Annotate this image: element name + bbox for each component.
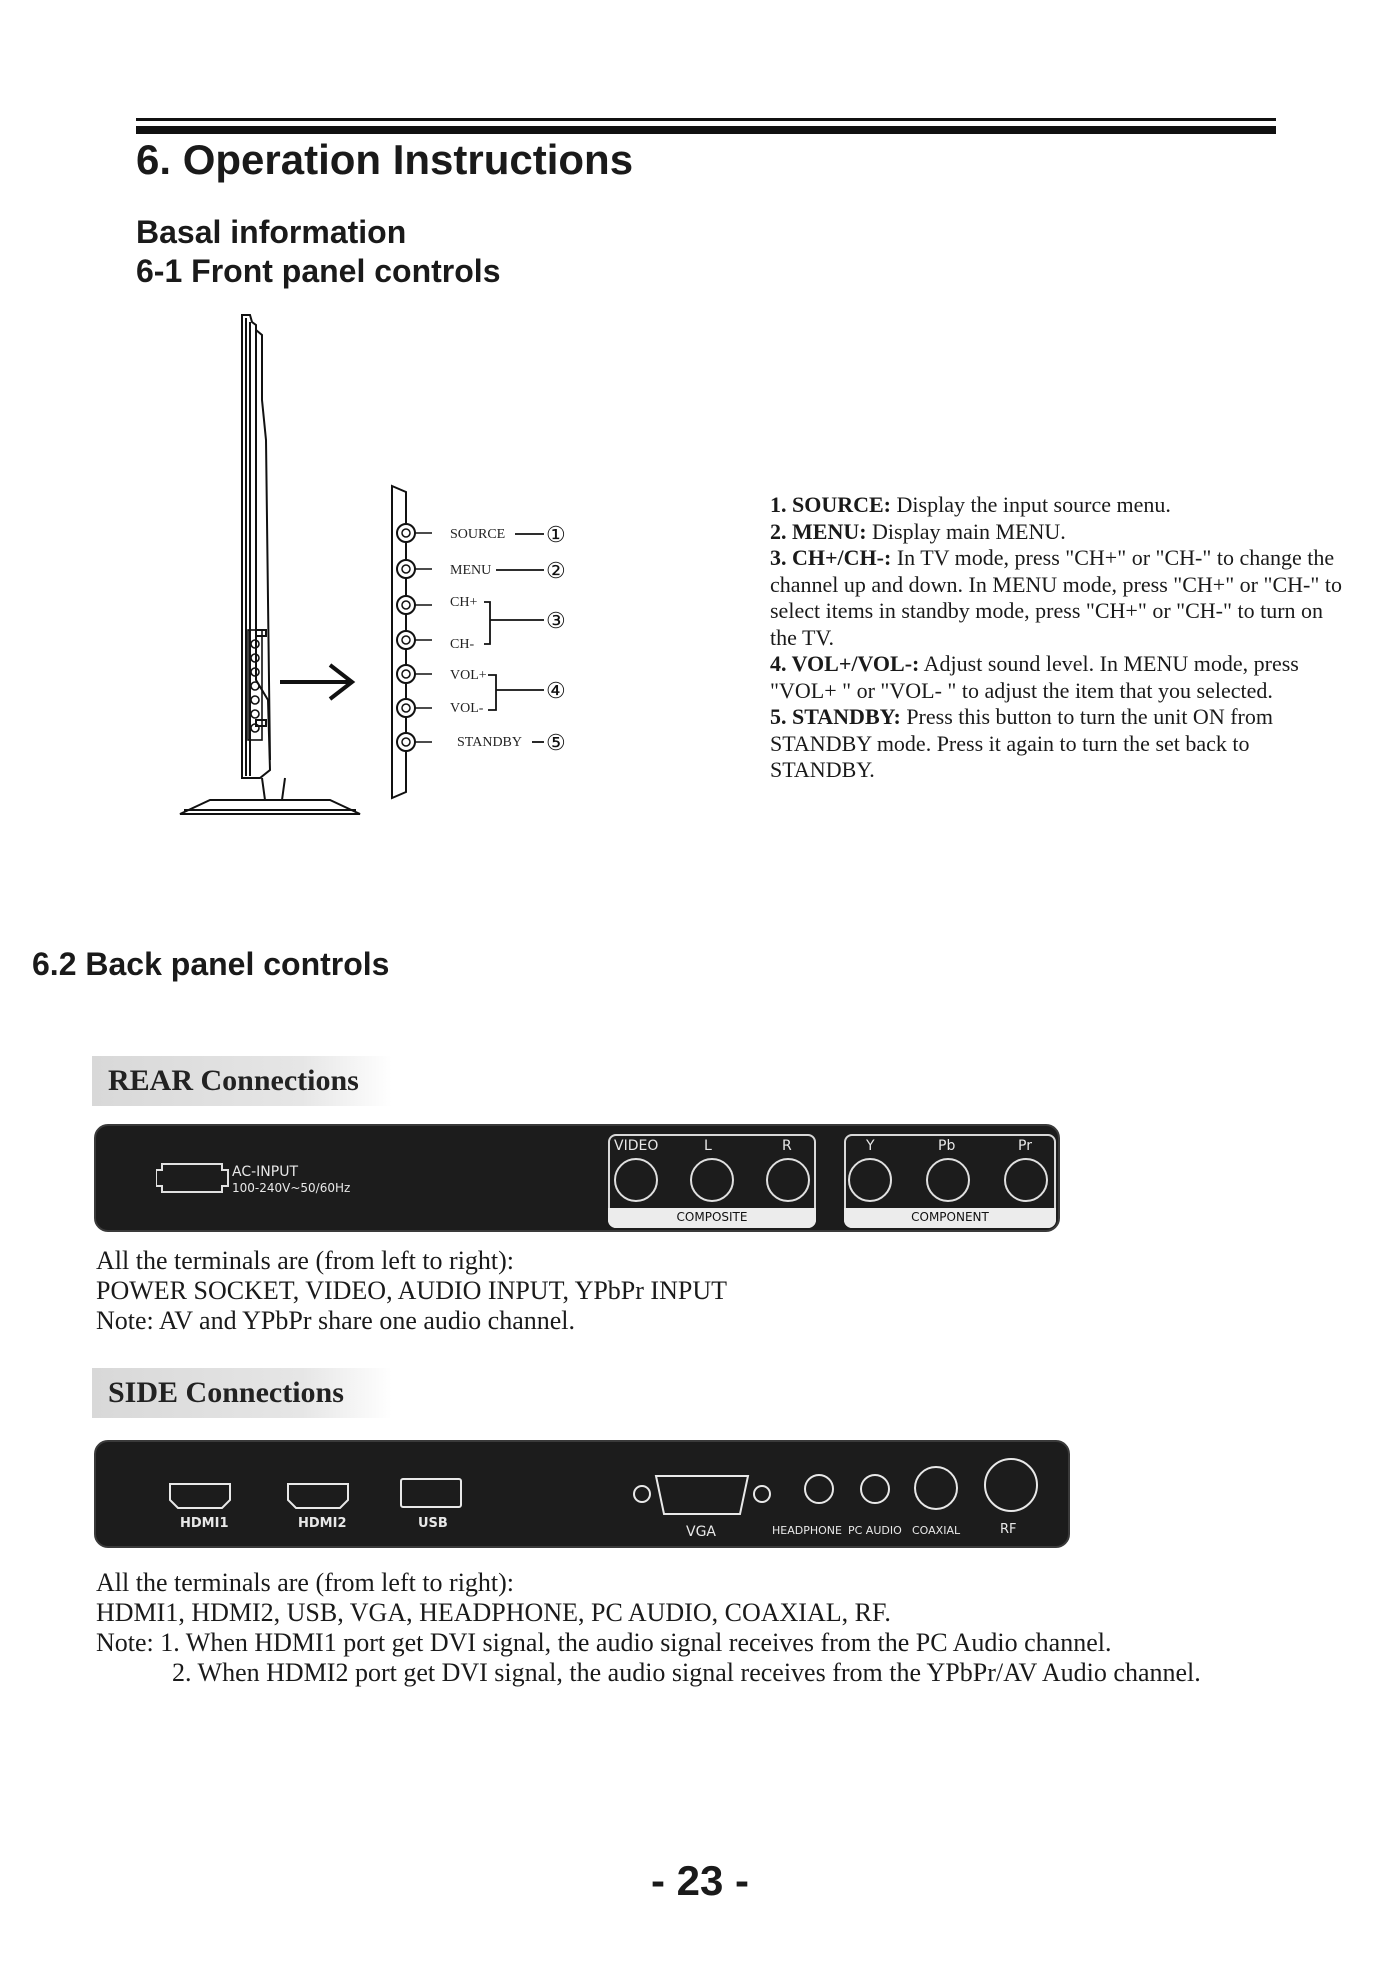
front-panel-descriptions (770, 492, 1350, 784)
section-basal: Basal information (136, 214, 407, 250)
pb-jack (926, 1158, 970, 1202)
ac-socket-icon (156, 1156, 236, 1200)
tv-side-view (180, 315, 360, 814)
rf-jack (984, 1458, 1038, 1512)
desc-ch (770, 545, 1350, 651)
side-text-line-2: HDMI1, HDMI2, USB, VGA, HEADPHONE, PC AUDIO, COAXIAL, RF. (96, 1598, 891, 1627)
desc-source (770, 492, 1350, 519)
desc-term: 4. VOL+/VOL-: (770, 651, 920, 676)
coaxial-jack (914, 1466, 958, 1510)
headphone-label: HEADPHONE (772, 1524, 842, 1537)
pc-audio-label: PC AUDIO (848, 1524, 902, 1537)
rear-text-note: Note: AV and YPbPr share one audio channel. (96, 1306, 575, 1335)
button-vol-plus (397, 665, 432, 683)
desc-vol (770, 651, 1350, 704)
ac-input-spec: 100-240V~50/60Hz (232, 1181, 351, 1195)
section-front-panel: 6-1 Front panel controls (136, 253, 501, 289)
side-panel (94, 1440, 1070, 1548)
vga-port-icon (632, 1472, 772, 1522)
label-standby: STANDBY (457, 735, 522, 750)
callout-1: ① (546, 522, 566, 547)
page-number: - 23 - (650, 1857, 750, 1904)
audio-r-jack (766, 1158, 810, 1202)
desc-term: 5. STANDBY: (770, 704, 901, 729)
side-connections-banner: SIDE Connections (92, 1368, 392, 1418)
label-ch-minus: CH- (450, 637, 475, 652)
pr-jack (1004, 1158, 1048, 1202)
rf-label: RF (1000, 1522, 1017, 1537)
rear-text-line-2: POWER SOCKET, VIDEO, AUDIO INPUT, YPbPr INPUT (96, 1276, 727, 1305)
component-pb-label: Pb (938, 1138, 956, 1154)
component-y-label: Y (866, 1138, 875, 1154)
usb-label: USB (418, 1516, 448, 1531)
page-title: 6. Operation Instructions (136, 136, 634, 183)
desc-menu (770, 519, 1350, 546)
callout-4: ④ (546, 678, 566, 703)
callout-5: ⑤ (546, 730, 566, 755)
arrow-icon (280, 665, 352, 699)
desc-standby (770, 704, 1350, 784)
button-source (397, 524, 432, 542)
side-text-note-2: 2. When HDMI2 port get DVI signal, the audio signal receives from the YPbPr/AV Audio channel. (172, 1658, 1201, 1687)
component-group-label: COMPONENT (911, 1210, 989, 1224)
label-source: SOURCE (450, 527, 506, 542)
desc-term: 3. CH+/CH-: (770, 545, 892, 570)
hdmi2-port-icon (286, 1482, 352, 1512)
callout-2: ② (546, 558, 566, 583)
button-panel-buttons (397, 524, 432, 751)
button-ch-minus (397, 631, 432, 649)
side-text-note-1: Note: 1. When HDMI1 port get DVI signal, the audio signal receives from the PC Audio channel. (96, 1628, 1112, 1657)
label-ch-plus: CH+ (450, 595, 478, 610)
ac-input-label: AC-INPUT (232, 1164, 299, 1180)
header-rule-thin (136, 118, 1276, 121)
coaxial-label: COAXIAL (912, 1524, 961, 1537)
label-vol-minus: VOL- (450, 701, 484, 716)
side-text-line-1: All the terminals are (from left to right): (96, 1568, 515, 1597)
hdmi2-label: HDMI2 (298, 1516, 347, 1531)
y-jack (848, 1158, 892, 1202)
header-rule-thick (136, 126, 1276, 134)
desc-text: Display main MENU. (866, 518, 1066, 544)
desc-term: 1. SOURCE: (770, 492, 892, 517)
callout-3: ③ (546, 608, 566, 633)
composite-group-label: COMPOSITE (676, 1210, 748, 1224)
label-vol-plus: VOL+ (450, 668, 487, 683)
composite-video-label: VIDEO (614, 1138, 659, 1154)
desc-text: Adjust sound level. In MENU mode, press "VOL+ " or "VOL- " to adjust the item that you selected. (770, 651, 1299, 703)
hdmi1-port-icon (168, 1482, 234, 1512)
button-menu (397, 560, 432, 578)
composite-l-label: L (704, 1138, 712, 1154)
headphone-jack (804, 1474, 834, 1504)
composite-r-label: R (782, 1138, 792, 1154)
button-standby (397, 733, 432, 751)
callout-lines (484, 534, 544, 742)
hdmi1-label: HDMI1 (180, 1516, 229, 1531)
button-ch-plus (397, 596, 432, 614)
audio-l-jack (690, 1158, 734, 1202)
desc-text: Display the input source menu. (891, 492, 1171, 517)
component-pr-label: Pr (1018, 1138, 1032, 1154)
rear-connections-banner: REAR Connections (92, 1056, 392, 1106)
vga-label: VGA (686, 1524, 717, 1540)
pc-audio-jack (860, 1474, 890, 1504)
video-jack (614, 1158, 658, 1202)
rear-panel (94, 1124, 1060, 1232)
desc-term: 2. MENU: (770, 518, 867, 544)
usb-port-icon (400, 1478, 462, 1508)
label-menu: MENU (450, 563, 492, 578)
desc-text: Press this button to turn the unit ON from STANDBY mode. Press it again to turn the set back to STANDBY. (770, 704, 1273, 782)
button-vol-minus (397, 699, 432, 717)
rear-text-line-1: All the terminals are (from left to right): (96, 1246, 515, 1275)
front-panel-diagram (170, 300, 770, 830)
section-back-panel: 6.2 Back panel controls (32, 946, 390, 982)
desc-text: In TV mode, press "CH+" or "CH-" to change the channel up and down. In MENU mode, press "CH+" or "CH-" to select items in standby mode, press "CH+" or "CH-" to turn on the TV. (770, 545, 1342, 650)
